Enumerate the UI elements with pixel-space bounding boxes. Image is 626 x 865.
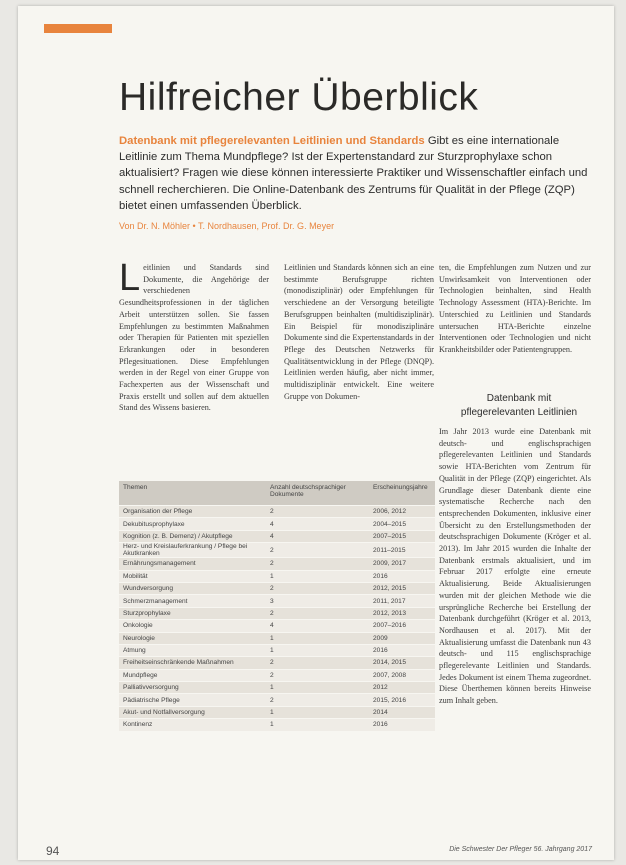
table-cell: 2004–2015 <box>369 518 435 530</box>
table-cell: 2012, 2013 <box>369 607 435 619</box>
table-cell: 2006, 2012 <box>369 506 435 518</box>
table-row <box>119 506 435 518</box>
table-cell: 2007–2016 <box>369 620 435 632</box>
table-header-row <box>119 481 435 506</box>
table-cell: 2 <box>266 543 369 558</box>
table-header: Themen <box>119 481 266 506</box>
table-cell: Palliativversorgung <box>119 682 266 694</box>
body-column-3 <box>439 262 591 356</box>
table-cell: 2014 <box>369 706 435 718</box>
table-cell: 4 <box>266 518 369 530</box>
table-row <box>119 530 435 542</box>
table-row <box>119 644 435 656</box>
section-heading: Datenbank mit pflegerelevanten Leitlinien <box>460 393 578 418</box>
footer-journal: Die Schwester Der Pfleger 56. Jahrgang 2017 <box>449 846 592 853</box>
table-row <box>119 558 435 570</box>
lead-text: Gibt es eine internationale Leitlinie zum Thema Mundpflege? Ist der Expertenstandard zur Sturzprophylaxe schon aktualisiert? Fragen wie diese können interessierte Praktiker und Wissenschaftler einfach und schnell recherchieren. Die Online-Datenbank des Zentrums für Qualität in der Pflege (ZQP) bietet einen umfassenden Überblick. <box>119 135 588 212</box>
table-cell: 1 <box>266 719 369 731</box>
table-row <box>119 595 435 607</box>
table-cell: 2012 <box>369 682 435 694</box>
table-cell: 1 <box>266 632 369 644</box>
table-header: Erscheinungsjahre <box>369 481 435 506</box>
table-cell: 2 <box>266 694 369 706</box>
page-number: 94 <box>46 844 60 858</box>
topics-table <box>119 481 435 731</box>
table-cell: 2007–2015 <box>369 530 435 542</box>
authors-line: Von Dr. N. Möhler • T. Nordhausen, Prof. Dr. G. Meyer <box>119 221 335 231</box>
table-cell: 4 <box>266 620 369 632</box>
table-cell: Freiheitseinschränkende Maßnahmen <box>119 657 266 669</box>
table-cell: Atmung <box>119 644 266 656</box>
table-row <box>119 669 435 681</box>
table-cell: Onkologie <box>119 620 266 632</box>
table-row <box>119 582 435 594</box>
table-cell: Pädiatrische Pflege <box>119 694 266 706</box>
lead-paragraph <box>119 133 589 214</box>
table-body <box>119 506 435 731</box>
table-cell: Mundpflege <box>119 669 266 681</box>
table-row <box>119 570 435 582</box>
table-row <box>119 682 435 694</box>
body-column-1 <box>119 257 269 414</box>
table-cell: Akut- und Notfallversorgung <box>119 706 266 718</box>
table-cell: Ernährungsmanagement <box>119 558 266 570</box>
table-cell: 2 <box>266 657 369 669</box>
table-cell: 2009, 2017 <box>369 558 435 570</box>
table-cell: 2014, 2015 <box>369 657 435 669</box>
table-row <box>119 543 435 558</box>
table-row <box>119 719 435 731</box>
table-cell: 2007, 2008 <box>369 669 435 681</box>
table-cell: Kontinenz <box>119 719 266 731</box>
table-cell: 2012, 2015 <box>369 582 435 594</box>
table-row <box>119 518 435 530</box>
table-cell: 2016 <box>369 570 435 582</box>
drop-cap: L <box>119 257 141 299</box>
table-cell: 1 <box>266 570 369 582</box>
table-row <box>119 632 435 644</box>
body-text-3b: Im Jahr 2013 wurde eine Datenbank mit deutsch- und englischsprachigen pflegerelevanten Leitlinien und Standards sowie HTA-Berichten vom Zentrum für Qualität in der Pflege (ZQP) eingerichtet. Als Grundlage dieser Datenbank diente eine systematische Recherche nach den entsprechenden Dokumenten, inklusive einer Übersicht zu den Erstellungsmethoden der deutschsprachigen Dokumente (Kröger et al. 2013). Im Jahr 2015 wurden die Inhalte der Datenbank erstmals aktualisiert, und im Februar 2017 erfolgte eine erneute Aktualisierung. Beide Aktualisierungen wurden mit der gleichen Methode wie die ursprüngliche Recherche bei Erstellung der Datenbank durchgeführt (Kröger et al. 2013, Nordhausen et al. 2017). Mit der Aktualisierung umfasst die Datenbank nun 43 deutsch- und 115 englischsprachige pflegerelevante Leitlinien und Standards. Jedes Dokument ist einem Thema zugeordnet. Diese Überthemen können bereits Hinweise zum Inhalt geben. <box>439 427 591 706</box>
table-cell: 2009 <box>369 632 435 644</box>
table-cell: 2011–2015 <box>369 543 435 558</box>
table-row <box>119 657 435 669</box>
body-text-2: Leitlinien und Standards können sich an eine bestimmte Berufsgruppe richten (monodisziplinär) oder Empfehlungen für verschiedene an der Versorgung beteiligte Berufsgruppen beinhalten (multidisziplinär). Ein Beispiel für monodisziplinäre Dokumente sind die Expertenstandards in der Pflege des Deutschen Netzwerks für Qualitätsentwicklung in der Pflege (DNQP). Leitlinien werden häufig, aber nicht immer, multidisziplinär entwickelt. Eine weitere Gruppe von Dokumen- <box>284 263 434 401</box>
table-cell: 2 <box>266 506 369 518</box>
table-row <box>119 706 435 718</box>
table-cell: Organisation der Pflege <box>119 506 266 518</box>
table-cell: 2 <box>266 669 369 681</box>
table-cell: Sturzprophylaxe <box>119 607 266 619</box>
table-cell: 2 <box>266 607 369 619</box>
table-cell: 2 <box>266 558 369 570</box>
table-cell: Neurologie <box>119 632 266 644</box>
body-text-1: eitlinien und Standards sind Dokumente, die Angehörige der verschiedenen Gesundheitsprofessionen in der täglichen Arbeit unterstützen sollen. Sie fassen Empfehlungen zu bestimmten Maßnahmen oder Therapien für Patienten mit speziellen Erkrankungen oder in besonderen Pflegesituationen. Diese Empfehlungen werden in der Regel von einer Gruppe von Fachexperten aus der Wissenschaft und Praxis erstellt und sollen auf dem aktuellen Stand des Wissens basieren. <box>119 263 269 413</box>
table-cell: Wundversorgung <box>119 582 266 594</box>
table-cell: Schmerzmanagement <box>119 595 266 607</box>
table-cell: 2 <box>266 582 369 594</box>
body-column-2 <box>284 262 434 402</box>
table-cell: 1 <box>266 706 369 718</box>
table-header: Anzahl deutschsprachiger Dokumente <box>266 481 369 506</box>
table-cell: Mobilität <box>119 570 266 582</box>
table-cell: Herz- und Kreislauferkrankung / Pflege bei Akutkranken <box>119 543 266 558</box>
table-cell: 3 <box>266 595 369 607</box>
table-cell: 1 <box>266 644 369 656</box>
table-cell: 2015, 2016 <box>369 694 435 706</box>
accent-bar <box>44 24 112 33</box>
table-cell: 2011, 2017 <box>369 595 435 607</box>
body-text-3: ten, die Empfehlungen zum Nutzen und zur Unwirksamkeit von Interventionen oder Technologien beinhalten, sind Health Technology Assessment (HTA)-Berichte. Im Unterschied zu Leitlinien und Standards untersuchen HTA-Berichte einzelne Interventionen oder Technologien und nicht Krankheitsbilder oder Patientengruppen. <box>439 263 591 354</box>
table-cell: Dekubitusprophylaxe <box>119 518 266 530</box>
table-cell: Kognition (z. B. Demenz) / Akutpflege <box>119 530 266 542</box>
table-cell: 2016 <box>369 644 435 656</box>
table-row <box>119 620 435 632</box>
table-cell: 2016 <box>369 719 435 731</box>
table-cell: 1 <box>266 682 369 694</box>
journal-page <box>18 6 614 860</box>
table-row <box>119 607 435 619</box>
table-cell: 4 <box>266 530 369 542</box>
page-title: Hilfreicher Überblick <box>119 76 479 119</box>
table-row <box>119 694 435 706</box>
body-column-3-continued <box>439 426 591 707</box>
lead-keyword: Datenbank mit pflegerelevanten Leitlinien und Standards <box>119 135 425 147</box>
